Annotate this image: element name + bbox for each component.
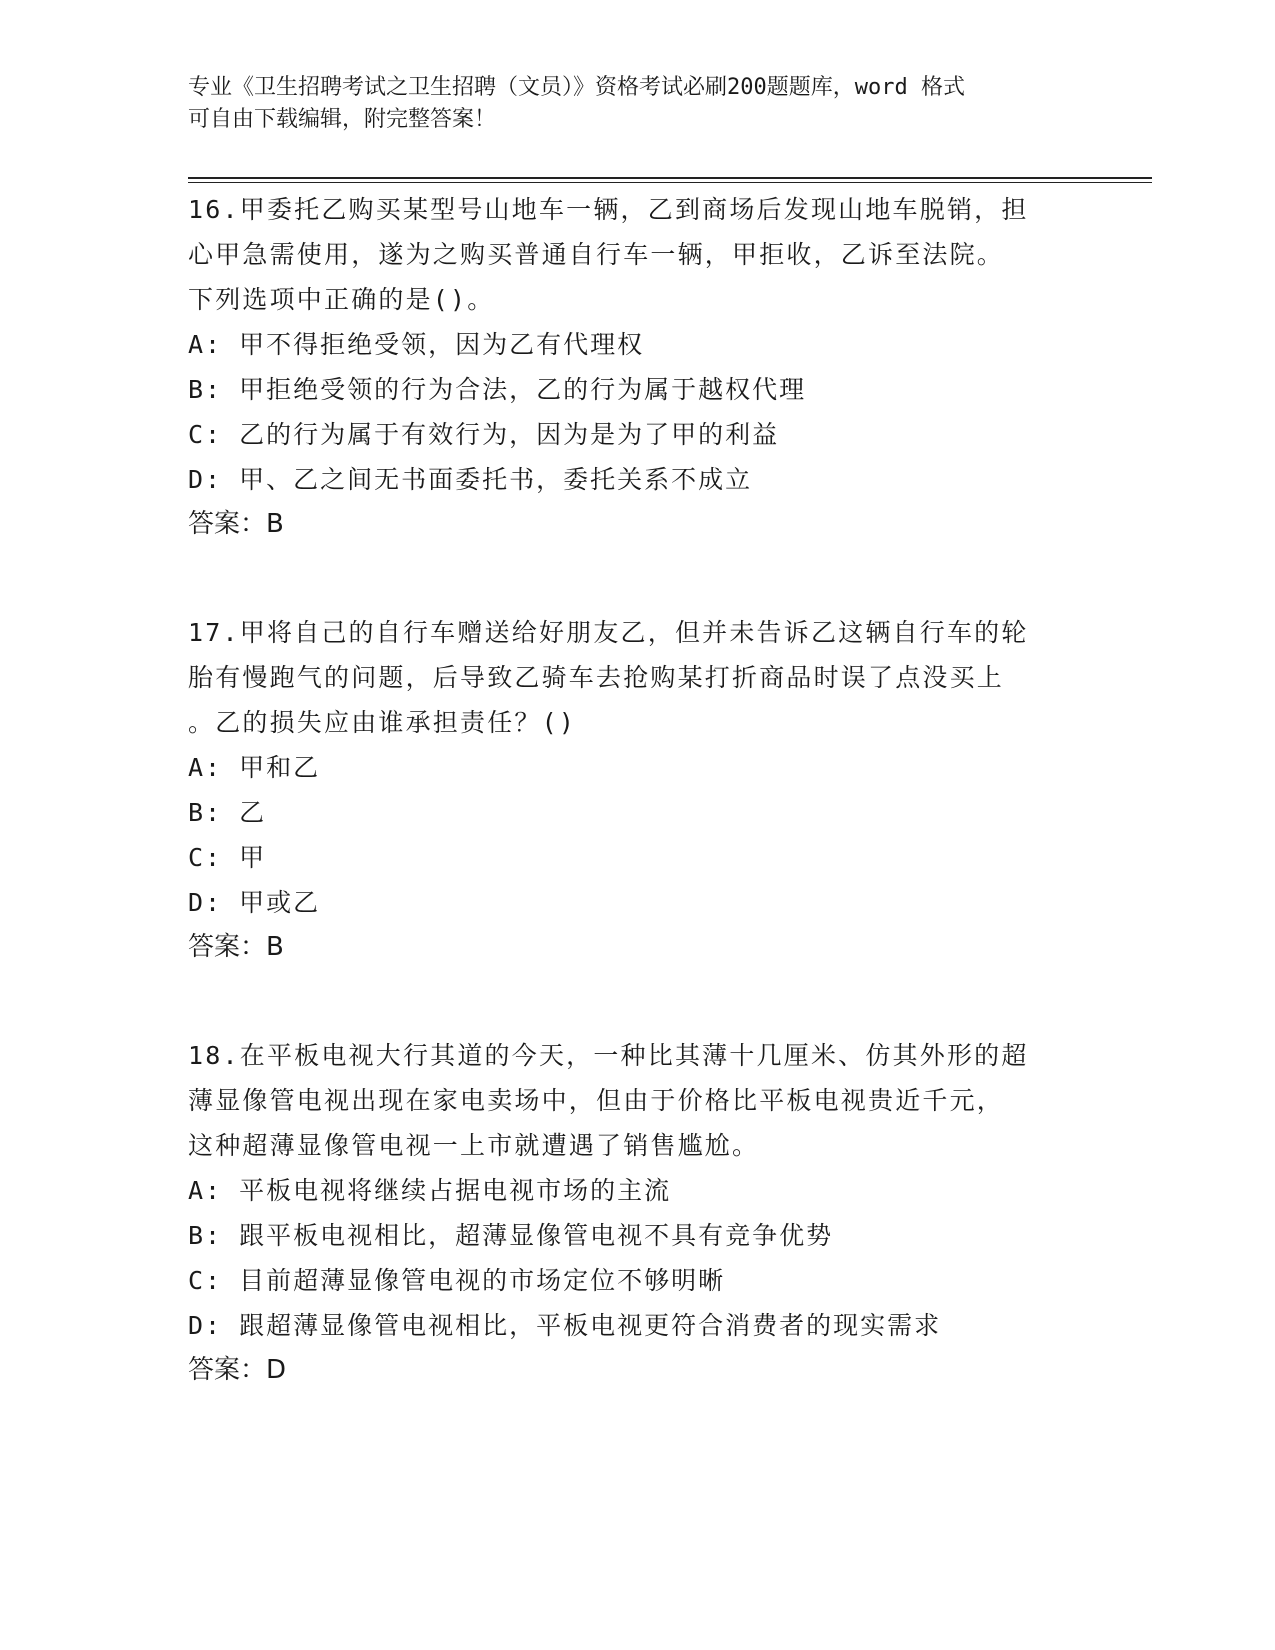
question-stem-line: 16.甲委托乙购买某型号山地车一辆，乙到商场后发现山地车脱销，担 xyxy=(188,195,1029,224)
question-stem-line: 心甲急需使用，遂为之购买普通自行车一辆，甲拒收，乙诉至法院。 xyxy=(188,240,1005,269)
option-a: A: 甲和乙 xyxy=(188,753,321,782)
option-b: B: 跟平板电视相比，超薄显像管电视不具有竞争优势 xyxy=(188,1221,834,1250)
question-spacer xyxy=(188,547,1088,610)
question-stem xyxy=(188,1033,1088,1168)
question-stem-line: 胎有慢跑气的问题，后导致乙骑车去抢购某打折商品时误了点没买上 xyxy=(188,663,1005,692)
option-c: C: 乙的行为属于有效行为，因为是为了甲的利益 xyxy=(188,420,780,449)
question-stem-line: 18.在平板电视大行其道的今天，一种比其薄十几厘米、仿其外形的超 xyxy=(188,1041,1029,1070)
option-d: D: 甲、乙之间无书面委托书，委托关系不成立 xyxy=(188,465,753,494)
option-c: C: 目前超薄显像管电视的市场定位不够明晰 xyxy=(188,1266,726,1295)
document-header xyxy=(188,72,1088,136)
answer-line: 答案：D xyxy=(188,1355,287,1385)
answer-line: 答案：B xyxy=(188,509,284,539)
question-stem-line: 下列选项中正确的是()。 xyxy=(188,285,495,314)
question-stem xyxy=(188,187,1088,322)
option-d: D: 跟超薄显像管电视相比，平板电视更符合消费者的现实需求 xyxy=(188,1311,942,1340)
question-stem-line: 薄显像管电视出现在家电卖场中，但由于价格比平板电视贵近千元， xyxy=(188,1086,1005,1115)
question-stem-line: 这种超薄显像管电视一上市就遭遇了销售尴尬。 xyxy=(188,1131,760,1160)
header-divider-thin xyxy=(188,182,1152,183)
question-18 xyxy=(188,1033,1088,1393)
question-stem-line: 17.甲将自己的自行车赠送给好朋友乙，但并未告诉乙这辆自行车的轮 xyxy=(188,618,1029,647)
question-16 xyxy=(188,187,1088,547)
header-divider-thick xyxy=(188,177,1152,179)
question-stem xyxy=(188,610,1088,745)
question-spacer xyxy=(188,970,1088,1033)
question-list xyxy=(188,187,1088,1393)
question-17 xyxy=(188,610,1088,970)
option-b: B: 乙 xyxy=(188,798,267,827)
question-stem-line: 。乙的损失应由谁承担责任？() xyxy=(188,708,577,737)
answer-line: 答案：B xyxy=(188,932,284,962)
header-title-line-2: 可自由下载编辑，附完整答案！ xyxy=(188,107,497,132)
header-title-line-1: 专业《卫生招聘考试之卫生招聘（文员）》资格考试必刷200题题库，word 格式 xyxy=(188,75,965,100)
option-d: D: 甲或乙 xyxy=(188,888,321,917)
option-c: C: 甲 xyxy=(188,843,267,872)
option-b: B: 甲拒绝受领的行为合法，乙的行为属于越权代理 xyxy=(188,375,807,404)
option-a: A: 甲不得拒绝受领，因为乙有代理权 xyxy=(188,330,645,359)
option-a: A: 平板电视将继续占据电视市场的主流 xyxy=(188,1176,672,1205)
